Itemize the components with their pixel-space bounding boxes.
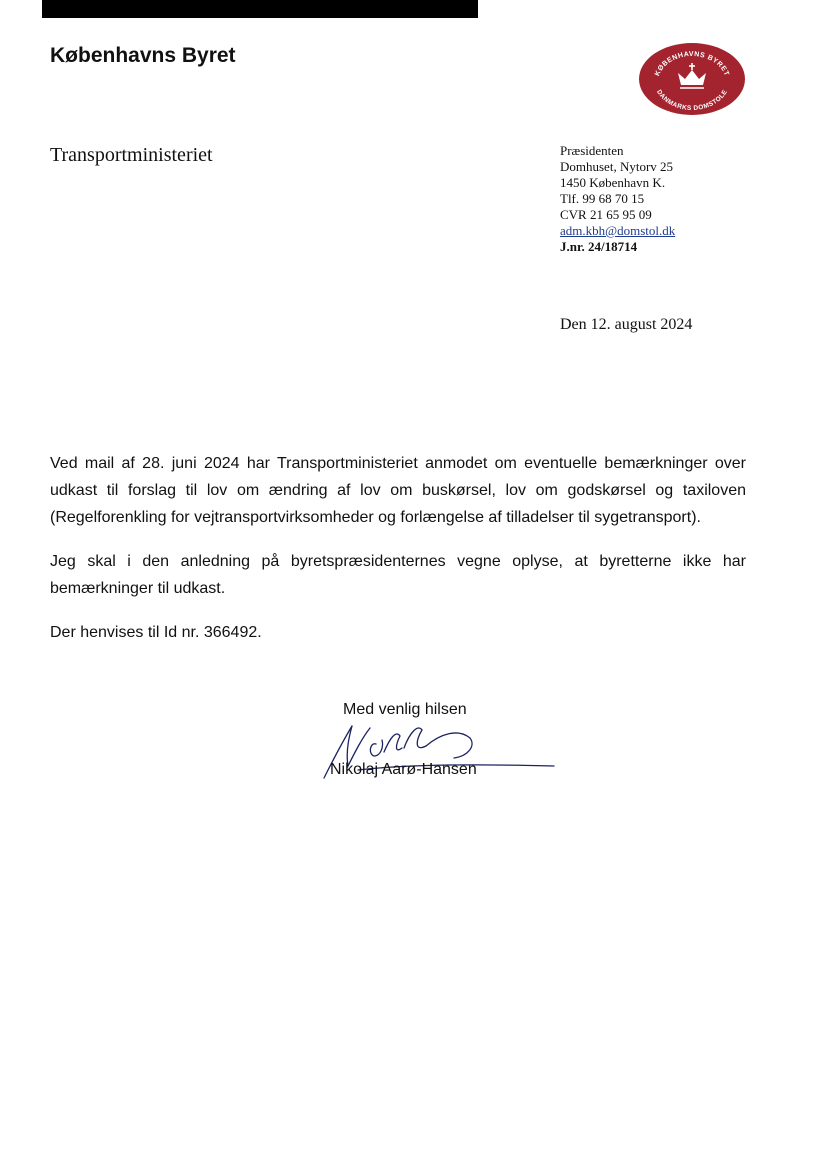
reference-number: J.nr. 24/18714 [560,239,638,254]
body-paragraph: Ved mail af 28. juni 2024 har Transportministeriet anmodet om eventuelle bemærkninger over udkast til forslag til lov om ændring af lov om buskørsel, lov om godskørsel og taxiloven (Regelforenkling for vejtransportvirksomheder og forlængelse af tilladelser til sygetransport). [50,455,746,526]
sender-address: Domhuset, Nytorv 25 [560,159,674,174]
seal-text-top: KØBENHAVNS BYRET [654,50,730,78]
signer-name: Nikolaj Aarø-Hansen [330,761,477,778]
sender-block [560,143,675,255]
sender-postal: 1450 København K. [560,175,666,190]
letter-date: Den 12. august 2024 [560,316,693,333]
sender-email-link[interactable]: adm.kbh@domstol.dk [560,223,676,238]
letter-body [50,450,746,663]
court-seal-icon [638,42,746,116]
court-name: Københavns Byret [50,44,236,67]
body-paragraph: Der henvises til Id nr. 366492. [50,624,262,641]
seal-text-bottom: DANMARKS DOMSTOLE [655,88,729,113]
body-paragraph: Jeg skal i den anledning på byretspræsidenternes vegne oplyse, at byretterne ikke har bemærkninger til udkast. [50,553,746,597]
sender-title: Præsidenten [560,143,624,158]
sender-phone: Tlf. 99 68 70 15 [560,191,645,206]
closing-greeting: Med venlig hilsen [343,701,467,718]
sender-cvr: CVR 21 65 95 09 [560,207,652,222]
redaction-bar [42,0,478,18]
recipient: Transportministeriet [50,144,213,166]
